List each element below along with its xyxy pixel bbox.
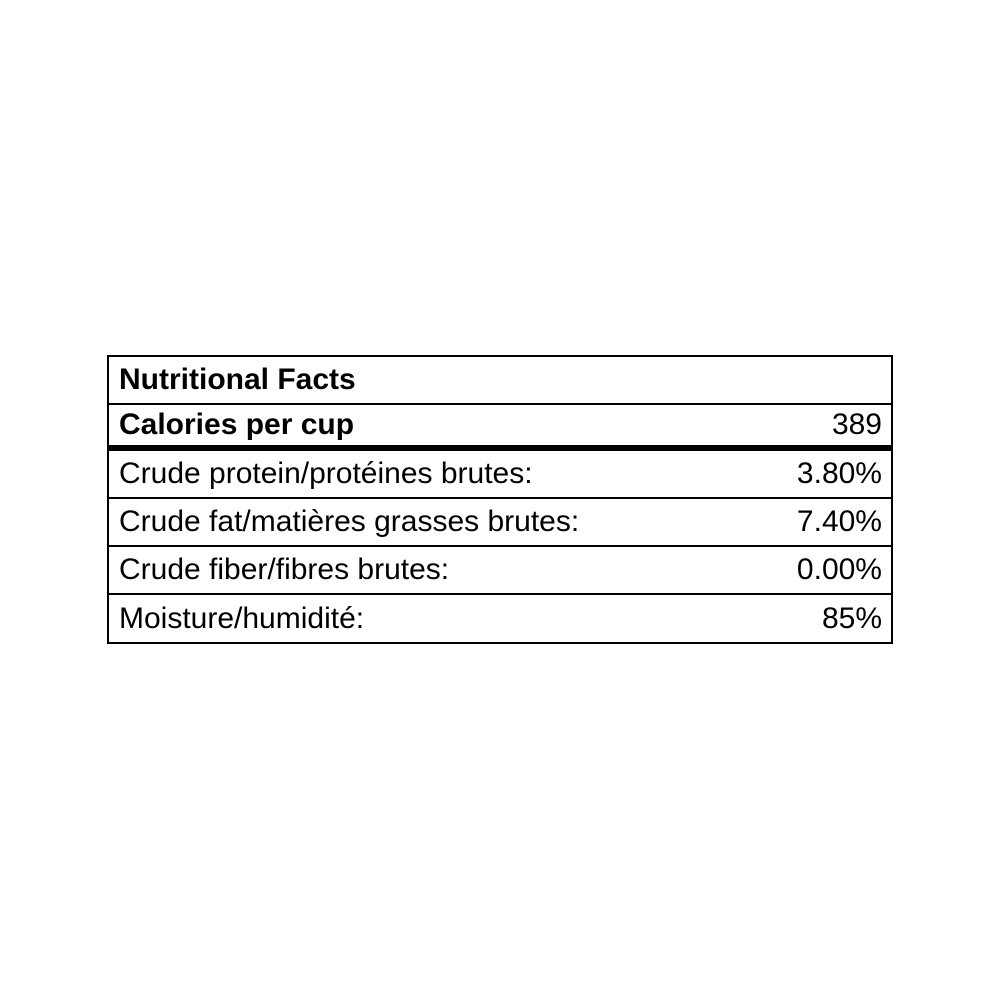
protein-label: Crude protein/protéines brutes: (119, 457, 533, 490)
table-row (109, 451, 891, 499)
calories-label: Calories per cup (119, 408, 355, 441)
moisture-value: 85% (821, 601, 882, 635)
calories-row (109, 405, 891, 451)
calories-value: 389 (831, 408, 882, 441)
nutrition-facts-table (107, 355, 893, 644)
fiber-value: 0.00% (796, 553, 882, 586)
table-title: Nutritional Facts (119, 363, 356, 396)
table-row (109, 595, 891, 642)
moisture-label: Moisture/humidité: (119, 601, 365, 635)
protein-value: 3.80% (796, 457, 882, 490)
table-row (109, 499, 891, 547)
table-row (109, 547, 891, 595)
fat-label: Crude fat/matières grasses brutes: (119, 505, 580, 538)
fiber-label: Crude fiber/fibres brutes: (119, 553, 450, 586)
fat-value: 7.40% (796, 505, 882, 538)
table-title-row (109, 357, 891, 405)
